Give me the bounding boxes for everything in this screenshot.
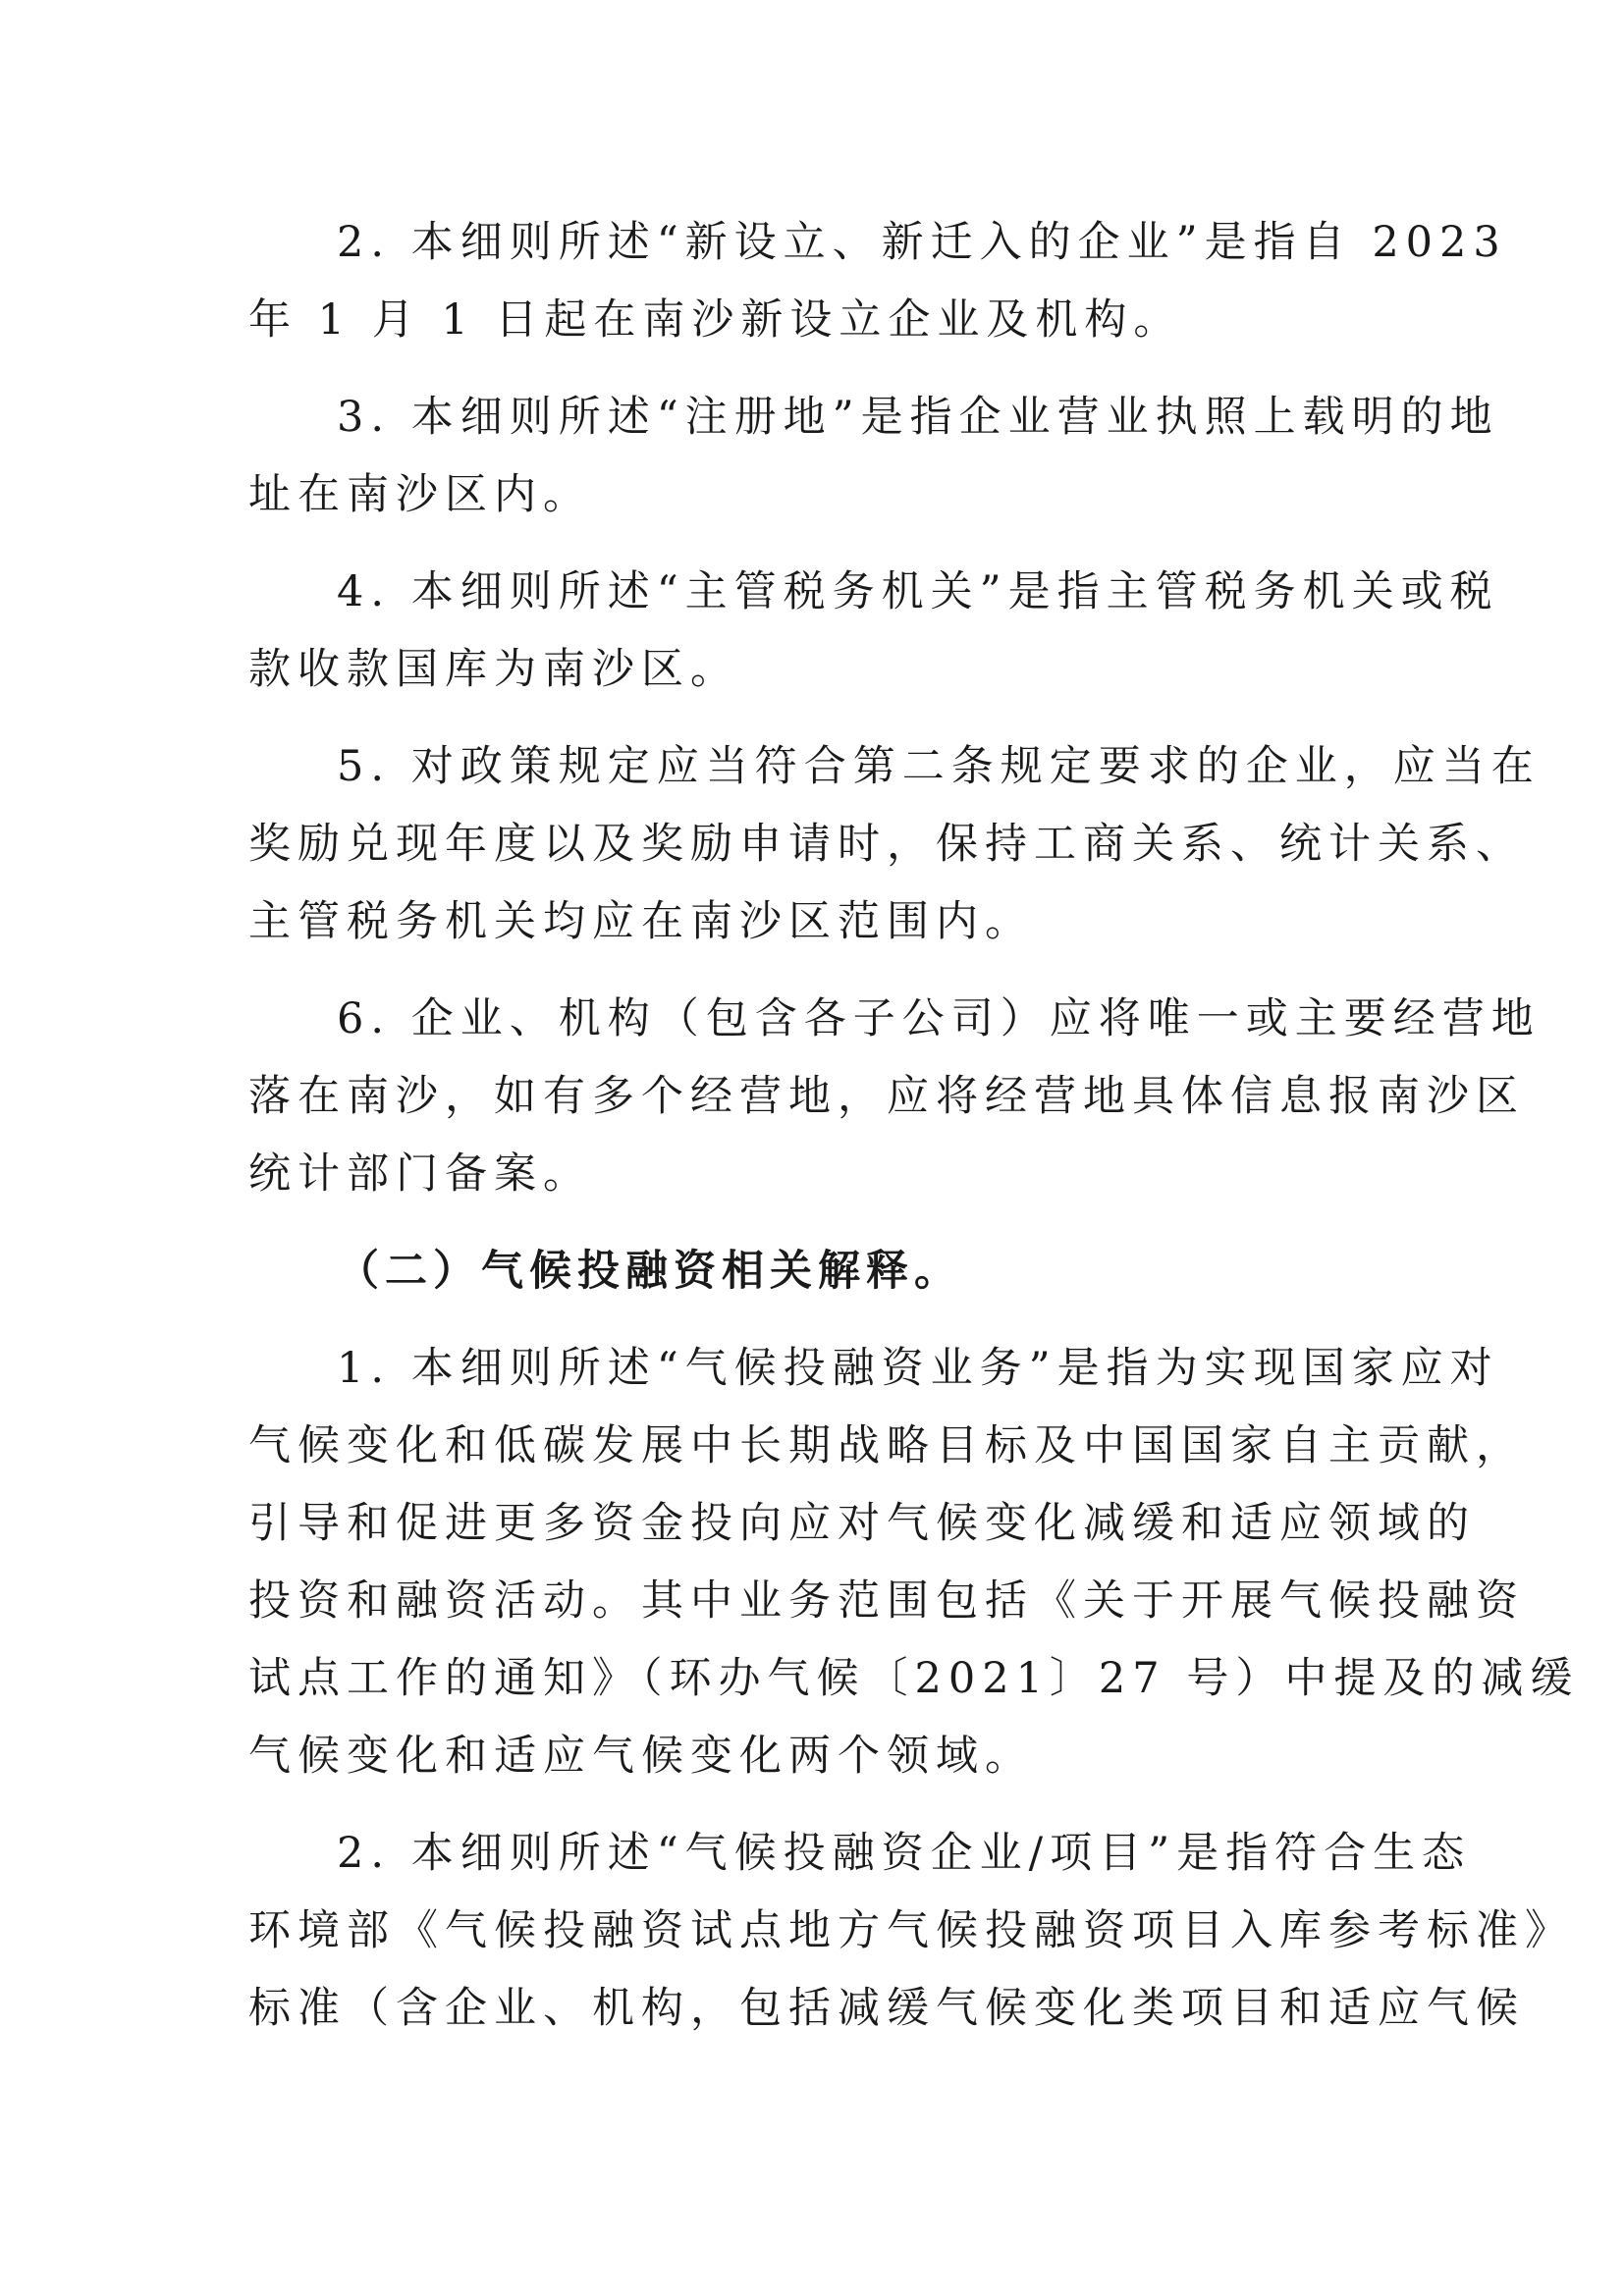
paragraph-line: 气候变化和低碳发展中长期战略目标及中国国家自主贡献， — [248, 1421, 1525, 1470]
section-heading: （二）气候投融资相关解释。 — [337, 1247, 962, 1296]
paragraph-line: 4. 本细则所述“主管税务机关”是指主管税务机关或税 — [337, 567, 1499, 616]
paragraph-line: 2. 本细则所述“新设立、新迁入的企业”是指自 2023 — [337, 218, 1507, 267]
paragraph-item-climate-2 — [248, 1815, 1574, 2048]
paragraph-line: 2. 本细则所述“气候投融资企业/项目”是指符合生态 — [337, 1829, 1472, 1878]
paragraph-line: 落在南沙，如有多个经营地，应将经营地具体信息报南沙区 — [248, 1072, 1525, 1121]
paragraph-line: 6. 企业、机构（包含各子公司）应将唯一或主要经营地 — [337, 994, 1541, 1043]
paragraph-line: 引导和促进更多资金投向应对气候变化减缓和适应领域的 — [248, 1499, 1476, 1548]
paragraph-line: 投资和融资活动。其中业务范围包括《关于开展气候投融资 — [248, 1576, 1525, 1626]
paragraph-item-climate-1 — [248, 1330, 1580, 1795]
paragraph-line: 3. 本细则所述“注册地”是指企业营业执照上载明的地 — [337, 393, 1499, 442]
paragraph-line: 奖励兑现年度以及奖励申请时，保持工商关系、统计关系、 — [248, 820, 1525, 869]
paragraph-line: 址在南沙区内。 — [248, 470, 592, 519]
paragraph-line: 年 1 月 1 日起在南沙新设立企业及机构。 — [248, 295, 1183, 345]
paragraph-line: 统计部门备案。 — [248, 1149, 592, 1199]
paragraph-item-2 — [248, 204, 1507, 359]
paragraph-item-5 — [248, 728, 1541, 961]
paragraph-line: 主管税务机关均应在南沙区范围内。 — [248, 897, 1034, 946]
paragraph-item-6 — [248, 981, 1541, 1213]
paragraph-line: 1. 本细则所述“气候投融资业务”是指为实现国家应对 — [337, 1344, 1499, 1393]
document-body — [248, 204, 1580, 2067]
paragraph-line: 环境部《气候投融资试点地方气候投融资项目入库参考标准》 — [248, 1906, 1574, 1955]
paragraph-item-3 — [248, 379, 1499, 534]
paragraph-line: 气候变化和适应气候变化两个领域。 — [248, 1732, 1034, 1781]
paragraph-line: 标准（含企业、机构，包括减缓气候变化类项目和适应气候 — [248, 1984, 1525, 2033]
paragraph-item-4 — [248, 554, 1499, 709]
paragraph-line: 试点工作的通知》（环办气候〔2021〕27 号）中提及的减缓 — [248, 1654, 1580, 1703]
paragraph-line: 5. 对政策规定应当符合第二条规定要求的企业，应当在 — [337, 742, 1541, 791]
paragraph-line: 款收款国库为南沙区。 — [248, 645, 739, 694]
